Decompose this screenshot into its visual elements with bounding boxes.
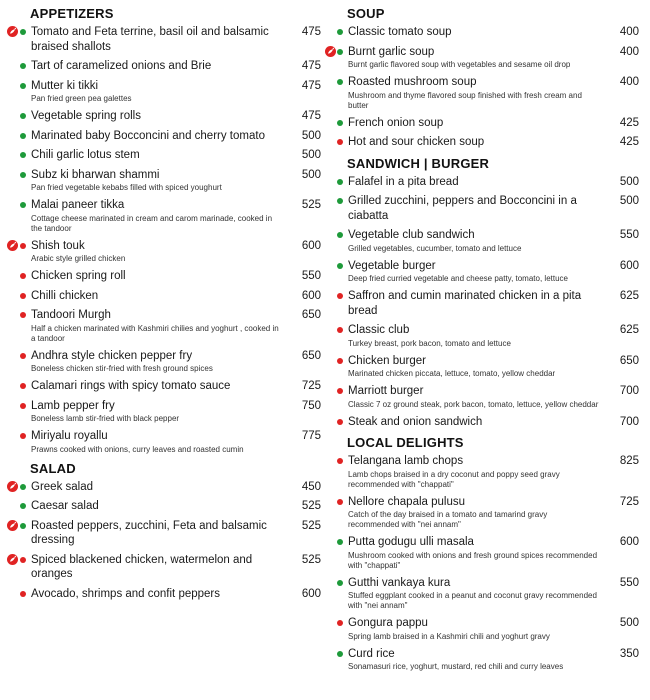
item-price: 450 bbox=[301, 480, 321, 493]
item-name: Caesar salad bbox=[31, 500, 99, 512]
item-description: Half a chicken marinated with Kashmiri chilies and yoghurt , cooked in a tandoor bbox=[31, 323, 279, 343]
chili-icon bbox=[7, 481, 18, 492]
menu-item bbox=[0, 109, 325, 124]
item-name: Malai paneer tikka bbox=[31, 199, 125, 211]
item-name: Lamb pepper fry bbox=[31, 399, 115, 412]
veg-indicator-icon bbox=[20, 503, 26, 509]
nonveg-indicator-icon bbox=[20, 273, 26, 279]
item-name: French onion soup bbox=[348, 116, 444, 129]
item-price: 525 bbox=[301, 553, 321, 566]
item-price: 600 bbox=[619, 536, 639, 548]
item-description: Mushroom cooked with onions and fresh ground spices recommended with "chappati" bbox=[348, 550, 598, 570]
item-description: Boneless chicken stir-fried with fresh ground spices bbox=[31, 364, 213, 373]
item-price: 475 bbox=[301, 60, 321, 72]
item-name: Avocado, shrimps and confit peppers bbox=[31, 587, 221, 600]
menu-column-left bbox=[0, 0, 325, 606]
item-name: Burnt garlic soup bbox=[348, 45, 435, 58]
veg-indicator-icon bbox=[337, 79, 343, 85]
menu-section-sandwich-burger bbox=[325, 156, 650, 430]
item-name: Tomato and Feta terrine, basil oil and balsamic braised shallots bbox=[31, 26, 269, 53]
veg-indicator-icon bbox=[20, 484, 26, 490]
item-price: 475 bbox=[301, 26, 321, 38]
item-description: Pan fried green pea galettes bbox=[31, 94, 132, 103]
item-name: Marinated baby Bocconcini and cherry tomato bbox=[31, 129, 265, 142]
nonveg-indicator-icon bbox=[337, 499, 343, 505]
item-price: 700 bbox=[619, 415, 639, 428]
nonveg-indicator-icon bbox=[20, 557, 26, 563]
item-name: Roasted mushroom soup bbox=[348, 76, 477, 88]
item-description: Turkey breast, pork bacon, tomato and lettuce bbox=[348, 338, 511, 348]
item-name: Mutter ki tikki bbox=[31, 79, 99, 92]
menu-item bbox=[325, 535, 650, 571]
item-name: Putta godugu ulli masala bbox=[348, 536, 474, 548]
veg-indicator-icon bbox=[337, 651, 343, 657]
menu-item bbox=[0, 289, 325, 304]
menu-item bbox=[0, 499, 325, 514]
item-price: 525 bbox=[301, 500, 321, 512]
nonveg-indicator-icon bbox=[20, 383, 26, 389]
nonveg-indicator-icon bbox=[337, 388, 343, 394]
menu-item bbox=[0, 148, 325, 163]
menu-section-local-delights bbox=[325, 435, 650, 672]
item-name: Spiced blackened chicken, watermelon and oranges bbox=[31, 553, 253, 580]
nonveg-indicator-icon bbox=[337, 139, 343, 145]
menu-item bbox=[0, 269, 325, 284]
chili-icon bbox=[7, 240, 18, 251]
item-price: 600 bbox=[301, 239, 321, 252]
veg-indicator-icon bbox=[20, 29, 26, 35]
menu-item bbox=[325, 454, 650, 490]
item-price: 600 bbox=[619, 259, 639, 272]
veg-indicator-icon bbox=[20, 152, 26, 158]
menu-item bbox=[0, 399, 325, 425]
item-price: 500 bbox=[301, 129, 321, 142]
menu-item bbox=[0, 79, 325, 105]
menu-item bbox=[0, 587, 325, 602]
menu-item bbox=[325, 194, 650, 223]
menu-item bbox=[0, 379, 325, 394]
nonveg-indicator-icon bbox=[337, 620, 343, 626]
nonveg-indicator-icon bbox=[20, 353, 26, 359]
item-description: Prawns cooked with onions, curry leaves and roasted cumin bbox=[31, 444, 244, 454]
section-title: SALAD bbox=[30, 460, 76, 476]
menu-item bbox=[0, 349, 325, 375]
veg-indicator-icon bbox=[337, 539, 343, 545]
item-price: 475 bbox=[301, 110, 321, 122]
item-name: Steak and onion sandwich bbox=[348, 415, 483, 428]
menu-item bbox=[325, 259, 650, 285]
item-name: Grilled zucchini, peppers and Bocconcini in a ciabatta bbox=[348, 195, 577, 222]
item-price: 550 bbox=[301, 270, 321, 282]
item-price: 500 bbox=[301, 168, 321, 181]
item-price: 550 bbox=[619, 229, 639, 241]
item-name: Classic club bbox=[348, 324, 410, 336]
menu-item bbox=[0, 239, 325, 265]
item-description: Mushroom and thyme flavored soup finished with fresh cream and butter bbox=[348, 90, 582, 110]
item-description: Boneless lamb stir-fried with black pepper bbox=[31, 414, 180, 423]
item-name: Subz ki bharwan shammi bbox=[31, 168, 160, 181]
veg-indicator-icon bbox=[20, 63, 26, 69]
item-price: 600 bbox=[301, 587, 321, 600]
menu-item bbox=[325, 384, 650, 410]
item-description: Catch of the day braised in a tomato and tamarind gravy recommended with "nei annam" bbox=[348, 510, 548, 529]
item-price: 400 bbox=[619, 76, 639, 88]
item-name: Chicken burger bbox=[348, 354, 426, 367]
item-description: Burnt garlic flavored soup with vegetables and sesame oil drop bbox=[348, 60, 571, 69]
section-title: SANDWICH | BURGER bbox=[347, 155, 490, 171]
item-price: 650 bbox=[619, 354, 639, 367]
item-name: Tart of caramelized onions and Brie bbox=[31, 60, 212, 72]
veg-indicator-icon bbox=[337, 120, 343, 126]
item-price: 400 bbox=[619, 45, 639, 58]
item-name: Vegetable club sandwich bbox=[348, 229, 475, 241]
menu-item bbox=[0, 308, 325, 344]
menu-item bbox=[0, 198, 325, 234]
nonveg-indicator-icon bbox=[337, 419, 343, 425]
item-description: Stuffed eggplant cooked in a peanut and coconut gravy recommended with "nei annam" bbox=[348, 591, 597, 610]
item-name: Nellore chapala pulusu bbox=[348, 495, 465, 508]
item-price: 425 bbox=[619, 136, 639, 148]
item-price: 625 bbox=[619, 290, 639, 302]
veg-indicator-icon bbox=[337, 49, 343, 55]
item-name: Miriyalu royallu bbox=[31, 430, 108, 442]
item-name: Marriott burger bbox=[348, 385, 424, 397]
item-price: 650 bbox=[301, 309, 321, 321]
item-description: Classic 7 oz ground steak, pork bacon, tomato, lettuce, yellow cheddar bbox=[348, 399, 599, 409]
item-description: Deep fried curried vegetable and cheese patty, tomato, lettuce bbox=[348, 274, 568, 283]
menu-item bbox=[0, 129, 325, 144]
nonveg-indicator-icon bbox=[20, 433, 26, 439]
item-price: 500 bbox=[619, 195, 639, 207]
item-name: Saffron and cumin marinated chicken in a pita bread bbox=[348, 290, 582, 317]
menu-item bbox=[0, 168, 325, 194]
item-description: Lamb chops braised in a dry coconut and poppy seed gravy recommended with "chappati" bbox=[348, 469, 560, 489]
section-title: SOUP bbox=[347, 6, 385, 21]
nonveg-indicator-icon bbox=[337, 327, 343, 333]
item-price: 750 bbox=[301, 399, 321, 412]
item-description: Spring lamb braised in a Kashmiri chili and yoghurt gravy bbox=[348, 631, 550, 641]
item-name: Roasted peppers, zucchini, Feta and balsamic dressing bbox=[31, 519, 267, 546]
item-name: Gongura pappu bbox=[348, 617, 428, 629]
menu-item bbox=[325, 135, 650, 150]
chili-icon bbox=[325, 46, 336, 57]
item-name: Vegetable spring rolls bbox=[31, 110, 141, 122]
chili-icon bbox=[7, 26, 18, 37]
chili-icon bbox=[7, 520, 18, 531]
menu-section-salad bbox=[0, 461, 325, 602]
menu-item bbox=[325, 25, 650, 40]
menu-item bbox=[0, 480, 325, 495]
item-price: 725 bbox=[619, 495, 639, 508]
item-price: 500 bbox=[619, 175, 639, 188]
item-price: 775 bbox=[301, 430, 321, 442]
item-price: 400 bbox=[619, 26, 639, 38]
nonveg-indicator-icon bbox=[20, 293, 26, 299]
item-description: Pan fried vegetable kebabs filled with spiced youghurt bbox=[31, 183, 222, 192]
item-price: 650 bbox=[301, 349, 321, 362]
veg-indicator-icon bbox=[337, 263, 343, 269]
item-price: 500 bbox=[301, 149, 321, 161]
item-price: 725 bbox=[301, 380, 321, 392]
menu-item bbox=[325, 289, 650, 318]
veg-indicator-icon bbox=[20, 523, 26, 529]
veg-indicator-icon bbox=[20, 113, 26, 119]
menu-item bbox=[0, 429, 325, 455]
veg-indicator-icon bbox=[20, 202, 26, 208]
veg-indicator-icon bbox=[337, 179, 343, 185]
nonveg-indicator-icon bbox=[337, 458, 343, 464]
menu-item bbox=[325, 228, 650, 254]
nonveg-indicator-icon bbox=[20, 312, 26, 318]
nonveg-indicator-icon bbox=[20, 403, 26, 409]
nonveg-indicator-icon bbox=[337, 293, 343, 299]
item-name: Greek salad bbox=[31, 480, 94, 493]
veg-indicator-icon bbox=[20, 133, 26, 139]
item-name: Calamari rings with spicy tomato sauce bbox=[31, 380, 231, 392]
item-name: Shish touk bbox=[31, 239, 85, 252]
menu-section-soup bbox=[325, 6, 650, 150]
item-name: Andhra style chicken pepper fry bbox=[31, 349, 193, 362]
item-name: Hot and sour chicken soup bbox=[348, 136, 485, 148]
section-title: LOCAL DELIGHTS bbox=[347, 435, 464, 450]
menu-item bbox=[325, 354, 650, 380]
menu-section-appetizers bbox=[0, 6, 325, 455]
item-name: Telangana lamb chops bbox=[348, 455, 464, 467]
menu-item bbox=[325, 75, 650, 111]
item-price: 350 bbox=[619, 647, 639, 660]
menu-item bbox=[325, 415, 650, 430]
menu-item bbox=[325, 647, 650, 673]
item-price: 825 bbox=[619, 455, 639, 467]
item-price: 600 bbox=[301, 289, 321, 302]
menu-item bbox=[325, 45, 650, 71]
section-title: APPETIZERS bbox=[30, 6, 114, 21]
item-name: Chili garlic lotus stem bbox=[31, 149, 140, 161]
chili-icon bbox=[7, 554, 18, 565]
menu-item bbox=[325, 576, 650, 612]
item-name: Chicken spring roll bbox=[31, 270, 126, 282]
item-price: 550 bbox=[619, 576, 639, 589]
item-name: Curd rice bbox=[348, 647, 395, 660]
menu-item bbox=[325, 116, 650, 131]
menu-item bbox=[325, 323, 650, 349]
nonveg-indicator-icon bbox=[20, 591, 26, 597]
item-price: 425 bbox=[619, 116, 639, 129]
item-description: Cottage cheese marinated in cream and carom marinade, cooked in the tandoor bbox=[31, 213, 273, 233]
menu-item bbox=[0, 553, 325, 582]
menu-column-right bbox=[325, 0, 650, 677]
veg-indicator-icon bbox=[20, 83, 26, 89]
item-price: 700 bbox=[619, 385, 639, 397]
veg-indicator-icon bbox=[337, 232, 343, 238]
item-name: Vegetable burger bbox=[348, 259, 436, 272]
item-price: 500 bbox=[619, 617, 639, 629]
menu-item bbox=[325, 495, 650, 531]
nonveg-indicator-icon bbox=[20, 243, 26, 249]
veg-indicator-icon bbox=[337, 580, 343, 586]
item-name: Tandoori Murgh bbox=[31, 309, 111, 321]
item-name: Chilli chicken bbox=[31, 289, 99, 302]
item-description: Arabic style grilled chicken bbox=[31, 254, 126, 263]
item-description: Sonamasuri rice, yoghurt, mustard, red chili and curry leaves bbox=[348, 662, 564, 671]
item-name: Gutthi vankaya kura bbox=[348, 576, 451, 589]
menu-item bbox=[325, 616, 650, 642]
item-description: Marinated chicken piccata, lettuce, tomato, yellow cheddar bbox=[348, 369, 556, 378]
item-price: 475 bbox=[301, 79, 321, 92]
item-price: 525 bbox=[301, 519, 321, 532]
item-description: Grilled vegetables, cucumber, tomato and lettuce bbox=[348, 243, 522, 253]
item-price: 625 bbox=[619, 324, 639, 336]
nonveg-indicator-icon bbox=[337, 358, 343, 364]
item-price: 525 bbox=[301, 199, 321, 211]
item-name: Classic tomato soup bbox=[348, 26, 452, 38]
menu-item bbox=[0, 519, 325, 548]
veg-indicator-icon bbox=[337, 198, 343, 204]
menu-item bbox=[325, 175, 650, 190]
menu-item bbox=[0, 59, 325, 74]
item-name: Falafel in a pita bread bbox=[348, 175, 459, 188]
veg-indicator-icon bbox=[337, 29, 343, 35]
veg-indicator-icon bbox=[20, 172, 26, 178]
menu-item bbox=[0, 25, 325, 54]
